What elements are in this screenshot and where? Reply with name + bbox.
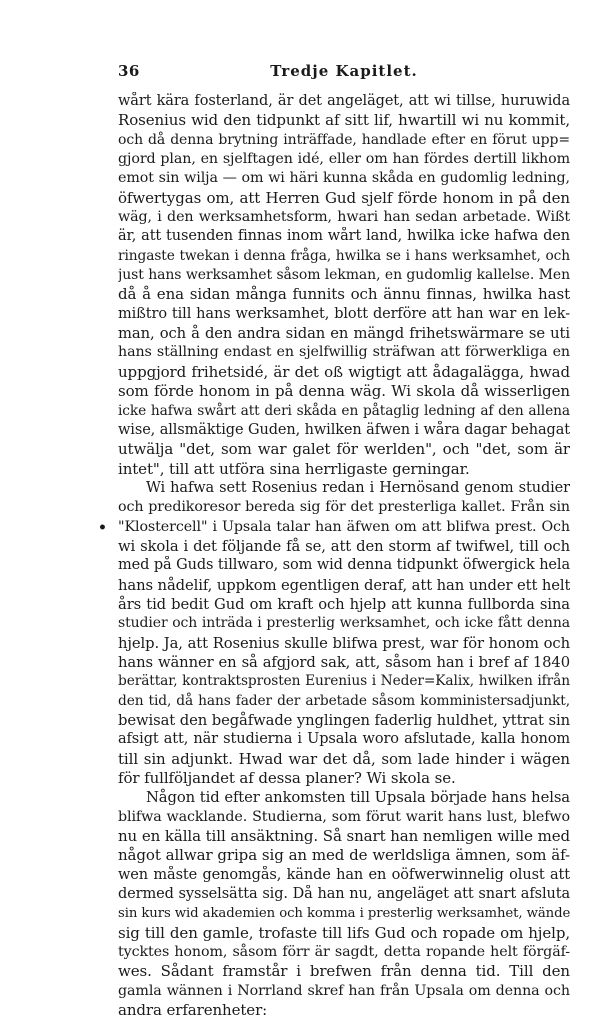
- text-line: som förde honom in på denna wäg. Wi skola då wisserligen: [118, 382, 570, 401]
- text-line: afsigt att, när studierna i Upsala woro afslutade, kalla honom: [118, 731, 570, 748]
- text-line: berättar, kontraktsprosten Eurenius i Neder=Kalix, hwilken ifrån: [118, 673, 570, 690]
- text-line: då å ena sidan många funnits och ännu finnas, hwilka hast: [118, 285, 570, 304]
- text-line: och predikoresor bereda sig för det presterliga kallet. Från sin: [118, 499, 570, 516]
- text-line: uppgjord frihetsidé, är det oß wigtigt att ådagalägga, hwad: [118, 362, 570, 381]
- text-line: öfwertygas om, att Herren Gud sjelf förde honom in på den: [118, 188, 570, 207]
- running-title: Tredje Kapitlet.: [270, 62, 418, 80]
- text-line: till sin adjunkt. Hwad war det då, som lade hinder i wägen: [118, 749, 570, 768]
- text-line: sig till den gamle, trofaste till lifs Gud och ropade om hjelp,: [118, 923, 570, 942]
- page-header: [118, 62, 570, 84]
- page-number: 36: [118, 62, 140, 80]
- text-line: hans nådelif, uppkom egentligen deraf, att han under ett helt: [118, 576, 570, 594]
- text-line: ringaste twekan i denna fråga, hwilka se i hans werksamhet, och: [118, 247, 570, 264]
- text-line: wes. Sådant framstår i brefwen från denna tid. Till den: [118, 962, 570, 981]
- text-line: man, och å den andra sidan en mängd frihetswärmare se uti: [118, 325, 570, 343]
- text-line: wise, allsmäktige Guden, hwilken äfwen i wåra dagar behagat: [118, 421, 570, 438]
- text-line: wäg, i den werksamhetsform, hwari han sedan arbetade. Wißt: [118, 209, 570, 226]
- text-line: för fullföljandet af dessa planer? Wi skola se.: [118, 769, 456, 788]
- text-line: intet", till att utföra sina herrligaste gerningar.: [118, 459, 470, 478]
- text-line: års tid bedit Gud om kraft och hjelp att kunna fullborda sina: [118, 595, 570, 613]
- text-line: icke hafwa swårt att deri skåda en påtaglig ledning af den allena: [118, 402, 570, 419]
- text-line: något allwar gripa sig an med de werldsliga ämnen, som äf-: [118, 846, 570, 865]
- text-line: gjord plan, en sjelftagen idé, eller om han fördes dertill likhom: [118, 151, 570, 168]
- text-line: just hans werksamhet såsom lekman, en gudomlig kallelse. Men: [118, 267, 570, 284]
- text-line: är, att tusenden finnas inom wårt land, hwilka icke hafwa den: [118, 228, 570, 245]
- text-line: Wi hafwa sett Rosenius redan i Hernösand genom studier: [146, 479, 570, 496]
- text-line: andra erfarenheter:: [118, 1001, 268, 1020]
- text-line: tycktes honom, såsom förr är sagdt, detta ropande helt förgäf-: [118, 944, 570, 961]
- text-line: hans ställning endast en sjelfwillig sträfwan att förwerkliga en: [118, 344, 570, 361]
- text-line: utwälja "det, som war galet för werlden", och "det, som är: [118, 440, 570, 459]
- body-text: [118, 92, 570, 1021]
- text-line: mißtro till hans werksamhet, blott derföre att han war en lek-: [118, 305, 570, 322]
- text-line: bewisat den begåfwade ynglingen faderlig huldhet, yttrat sin: [118, 712, 570, 729]
- text-line: studier och inträda i presterlig werksamhet, och icke fått denna: [118, 615, 570, 632]
- text-line: blifwa wacklande. Studierna, som förut warit hans lust, blefwo: [118, 808, 570, 825]
- text-line: den tid, då hans fader der arbetade såsom komministersadjunkt,: [118, 692, 570, 709]
- text-line: med på Guds tillwaro, som wid denna tidpunkt öfwergick hela: [118, 557, 570, 574]
- text-line: Rosenius wid den tidpunkt af sitt lif, hwartill wi nu kommit,: [118, 111, 570, 130]
- text-line: wårt kära fosterland, är det angeläget, att wi tillse, huruwida: [118, 93, 570, 109]
- margin-mark: •: [98, 520, 107, 536]
- text-line: sin kurs wid akademien och komma i presterlig werksamhet, wände: [118, 906, 570, 922]
- text-line: hjelp. Ja, att Rosenius skulle blifwa prest, war för honom och: [118, 634, 570, 652]
- text-line: wen måste genomgås, kände han en oöfwerwinnelig olust att: [118, 866, 570, 883]
- text-line: och då denna brytning inträffade, handlade efter en förut upp=: [118, 131, 570, 148]
- text-line: Någon tid efter ankomsten till Upsala började hans helsa: [146, 789, 570, 807]
- text-line: emot sin wilja — om wi häri kunna skåda en gudomlig ledning,: [118, 170, 570, 187]
- text-line: "Klostercell" i Upsala talar han äfwen om att blifwa prest. Och: [118, 518, 570, 535]
- text-line: wi skola i det följande få se, att den storm af twifwel, till och: [118, 537, 570, 555]
- text-line: dermed sysselsätta sig. Då han nu, angeläget att snart afsluta: [118, 886, 570, 903]
- text-line: gamla wännen i Norrland skref han från Upsala om denna och: [118, 982, 570, 999]
- text-line: hans wänner en så afgjord sak, att, såsom han i bref af 1840: [118, 653, 570, 671]
- text-line: nu en källa till ansäktning. Så snart han nemligen wille med: [118, 827, 570, 846]
